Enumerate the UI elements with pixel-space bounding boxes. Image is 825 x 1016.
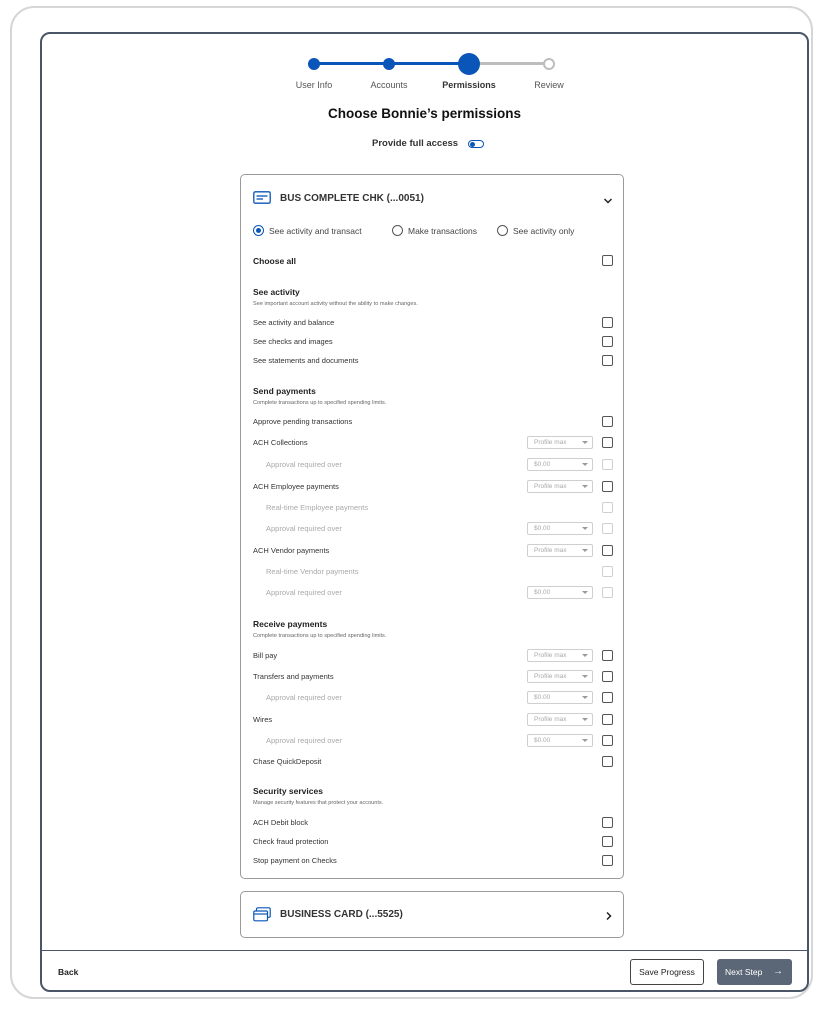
perm-row	[253, 354, 613, 368]
app-window	[40, 32, 809, 992]
access-level-radio-group	[253, 225, 613, 241]
select-value: $0.00	[534, 525, 551, 532]
check-card-icon	[253, 191, 271, 209]
perm-sub-label: Approval required over	[266, 736, 342, 745]
account-card-header[interactable]	[253, 905, 613, 925]
perm-sub-row	[253, 691, 613, 705]
select-value: Profile max	[534, 716, 567, 723]
perm-row	[253, 480, 613, 494]
select-value: Profile max	[534, 547, 567, 554]
perm-checkbox-disabled[interactable]	[602, 587, 613, 598]
perm-label: Transfers and payments	[253, 672, 334, 681]
perm-label: Check fraud protection	[253, 837, 329, 846]
perm-checkbox[interactable]	[602, 756, 613, 767]
select-value: Profile max	[534, 673, 567, 680]
radio-label: Make transactions	[408, 225, 477, 236]
credit-card-icon	[253, 907, 271, 927]
limit-select[interactable]	[527, 544, 593, 557]
perm-row	[253, 649, 613, 663]
perm-checkbox[interactable]	[602, 545, 613, 556]
select-value: $0.00	[534, 461, 551, 468]
select-value: $0.00	[534, 694, 551, 701]
perm-checkbox[interactable]	[602, 692, 613, 703]
radio-circle	[497, 225, 508, 236]
perm-checkbox[interactable]	[602, 714, 613, 725]
chevron-down-icon	[582, 591, 588, 594]
perm-checkbox[interactable]	[602, 416, 613, 427]
perm-checkbox[interactable]	[602, 317, 613, 328]
perm-checkbox-disabled[interactable]	[602, 502, 613, 513]
perm-checkbox[interactable]	[602, 650, 613, 661]
chevron-down-icon	[582, 441, 588, 444]
account-name: BUSINESS CARD (...5525)	[280, 909, 403, 920]
perm-sub-label: Real-time Employee payments	[266, 503, 369, 512]
perm-sub-row	[253, 501, 613, 515]
chevron-down-icon	[582, 739, 588, 742]
perm-checkbox-disabled[interactable]	[602, 566, 613, 577]
full-access-label: Provide full access	[372, 138, 459, 149]
step-dot-review	[543, 58, 555, 70]
toggle-knob	[470, 142, 475, 147]
step-label-review: Review	[534, 80, 564, 90]
radio-circle	[253, 225, 264, 236]
chevron-down-icon	[582, 549, 588, 552]
next-step-label: Next Step	[725, 967, 763, 977]
amount-select[interactable]	[527, 734, 593, 747]
step-label-permissions: Permissions	[442, 80, 496, 90]
limit-select[interactable]	[527, 436, 593, 449]
select-value: Profile max	[534, 439, 567, 446]
radio-circle	[392, 225, 403, 236]
perm-sub-row	[253, 522, 613, 536]
perm-sub-row	[253, 586, 613, 600]
radio-label: See activity only	[513, 225, 575, 236]
account-card-header[interactable]	[253, 189, 613, 209]
select-value: $0.00	[534, 589, 551, 596]
perm-row	[253, 335, 613, 349]
limit-select[interactable]	[527, 649, 593, 662]
step-dot-permissions	[458, 53, 480, 75]
perm-sub-row	[253, 734, 613, 748]
limit-select[interactable]	[527, 670, 593, 683]
perm-label: See checks and images	[253, 337, 333, 346]
amount-select[interactable]	[527, 522, 593, 535]
perm-sub-label: Approval required over	[266, 524, 342, 533]
section-title-receive-payments: Receive payments	[253, 619, 328, 629]
perm-label: Wires	[253, 715, 273, 724]
section-title-security-services: Security services	[253, 786, 323, 796]
perm-sub-label: Approval required over	[266, 460, 342, 469]
chevron-down-icon	[582, 696, 588, 699]
device-frame	[10, 6, 813, 999]
chevron-down-icon	[582, 718, 588, 721]
perm-sub-row	[253, 458, 613, 472]
perm-checkbox[interactable]	[602, 355, 613, 366]
section-desc-send-payments: Complete transactions up to specified spending limits.	[253, 400, 387, 406]
perm-sub-label: Approval required over	[266, 588, 342, 597]
perm-checkbox[interactable]	[602, 817, 613, 828]
perm-checkbox[interactable]	[602, 336, 613, 347]
perm-row	[253, 854, 613, 868]
perm-row	[253, 755, 613, 769]
choose-all-row	[253, 254, 613, 268]
perm-row	[253, 415, 613, 429]
page-title: Choose Bonnie’s permissions	[327, 106, 522, 121]
perm-label: ACH Vendor payments	[253, 546, 330, 555]
perm-label: ACH Employee payments	[253, 482, 339, 491]
radio-make-transactions[interactable]	[392, 225, 477, 236]
chevron-down-icon	[582, 527, 588, 530]
section-title-send-payments: Send payments	[253, 386, 316, 396]
chevron-down-icon[interactable]	[603, 192, 613, 210]
perm-checkbox[interactable]	[602, 437, 613, 448]
perm-checkbox[interactable]	[602, 836, 613, 847]
radio-label: See activity and transact	[269, 225, 362, 236]
step-label-accounts: Accounts	[370, 80, 408, 90]
perm-checkbox[interactable]	[602, 671, 613, 682]
perm-checkbox-disabled[interactable]	[602, 523, 613, 534]
section-desc-receive-payments: Complete transactions up to specified spending limits.	[253, 633, 387, 639]
perm-checkbox-disabled[interactable]	[602, 459, 613, 470]
select-value: Profile max	[534, 652, 567, 659]
perm-row	[253, 316, 613, 330]
perm-row	[253, 544, 613, 558]
amount-select[interactable]	[527, 586, 593, 599]
perm-label: ACH Collections	[253, 438, 308, 447]
perm-label: Approve pending transactions	[253, 417, 353, 426]
account-card-business-card[interactable]	[240, 891, 624, 938]
select-value: $0.00	[534, 737, 551, 744]
arrow-right-icon: →	[773, 966, 783, 977]
perm-row	[253, 436, 613, 450]
section-desc-see-activity: See important account activity without the ability to make changes.	[253, 301, 418, 307]
next-step-button[interactable]	[717, 959, 792, 985]
step-dot-accounts	[383, 58, 395, 70]
section-title-see-activity: See activity	[253, 287, 300, 297]
account-card-checking	[240, 174, 624, 879]
footer-bar	[42, 950, 807, 992]
perm-sub-row	[253, 565, 613, 579]
perm-checkbox[interactable]	[602, 855, 613, 866]
progress-stepper	[42, 34, 807, 104]
choose-all-checkbox[interactable]	[602, 255, 613, 266]
chevron-down-icon	[582, 485, 588, 488]
perm-sub-label: Real-time Vendor payments	[266, 567, 359, 576]
limit-select[interactable]	[527, 480, 593, 493]
step-label-user-info: User Info	[295, 80, 333, 90]
radio-see-activity-only[interactable]	[497, 225, 574, 236]
perm-checkbox[interactable]	[602, 481, 613, 492]
back-button[interactable]: Back	[58, 967, 79, 977]
account-name: BUS COMPLETE CHK (...0051)	[280, 193, 424, 204]
perm-row	[253, 816, 613, 830]
chevron-down-icon	[582, 463, 588, 466]
section-desc-security-services: Manage security features that protect your accounts.	[253, 800, 384, 806]
radio-see-activity-and-transact[interactable]	[253, 225, 362, 236]
full-access-toggle[interactable]	[468, 140, 484, 148]
choose-all-label: Choose all	[253, 256, 296, 266]
select-value: Profile max	[534, 483, 567, 490]
step-dot-user-info	[308, 58, 320, 70]
perm-checkbox[interactable]	[602, 735, 613, 746]
stepper-line-remaining	[469, 62, 550, 65]
perm-row	[253, 713, 613, 727]
amount-select[interactable]	[527, 458, 593, 471]
perm-label: Chase QuickDeposit	[253, 757, 322, 766]
chevron-down-icon	[582, 654, 588, 657]
chevron-down-icon	[582, 675, 588, 678]
perm-label: Bill pay	[253, 651, 278, 660]
save-progress-button[interactable]: Save Progress	[630, 959, 704, 985]
perm-label: See statements and documents	[253, 356, 359, 365]
amount-select[interactable]	[527, 691, 593, 704]
perm-row	[253, 835, 613, 849]
limit-select[interactable]	[527, 713, 593, 726]
perm-label: Stop payment on Checks	[253, 856, 337, 865]
perm-sub-label: Approval required over	[266, 693, 342, 702]
perm-label: See activity and balance	[253, 318, 335, 327]
perm-row	[253, 670, 613, 684]
perm-label: ACH Debit block	[253, 818, 309, 827]
chevron-right-icon[interactable]	[605, 908, 613, 926]
